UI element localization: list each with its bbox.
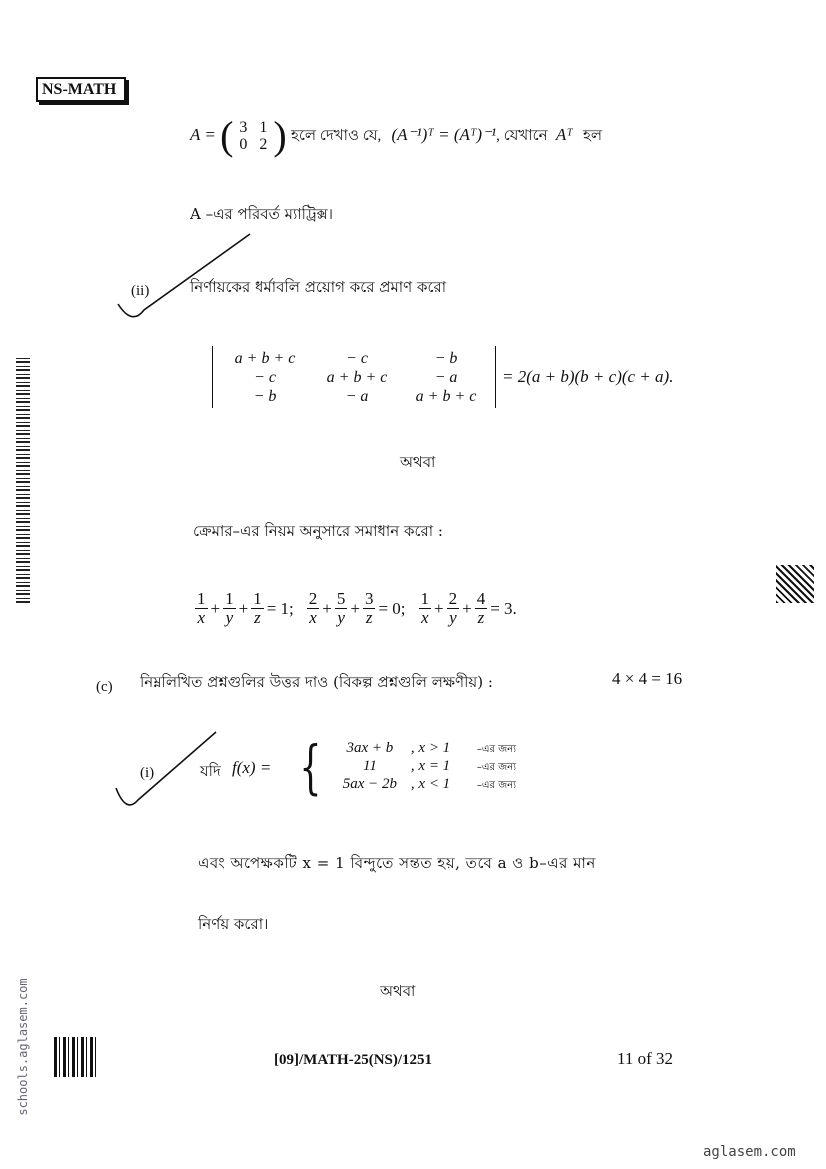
q1-hal: হল — [583, 127, 603, 144]
qr-code-icon — [776, 565, 814, 603]
matrix-cell: 2 — [259, 136, 268, 153]
det-cell: a + b + c — [326, 368, 388, 386]
qi-line1: এবং অপেক্ষকটি x = 1 বিন্দুতে সন্তত হয়, তবে a ও b–এর মান — [198, 854, 596, 872]
bottom-watermark: aglasem.com — [703, 1144, 796, 1160]
fraction: $\frac{5}{y}$ — [336, 589, 346, 627]
side-barcode — [16, 355, 30, 603]
q2-instruction: নির্ণায়কের ধর্মাবলি প্রয়োগ করে প্রমাণ করো — [190, 278, 447, 296]
or-label-2: অথবা — [380, 982, 416, 1000]
fraction: $\frac{1}{y}$ — [225, 589, 234, 627]
fraction: $\frac{1}{z}$ — [253, 589, 262, 627]
matrix-cell: 1 — [259, 119, 268, 136]
case-row: 11 , x = 1 –এর জন্য — [362, 758, 517, 774]
cramer-equations: $\frac{1}{x}$ + $\frac{1}{y}$ + $\frac{1}{z}$ = 1; $\frac{2}{x}$ + $\frac{5}{y}$ + $\frac{3}{z}$ = 0; $\frac{1}{x}$ + $\frac{2}{y}$ + $\frac{4}{z}$ = 3. — [197, 589, 517, 627]
matrix-a: ( 3 1 0 2 ) — [220, 113, 287, 158]
qi-label: (i) — [140, 765, 155, 781]
q1-where: , যেখানে — [496, 127, 548, 144]
section-c-label: (c) — [96, 679, 113, 695]
qr-code-icon — [54, 1037, 98, 1077]
case-row: 3ax + b , x > 1 –এর জন্য — [346, 740, 517, 756]
fraction: $\frac{1}{x}$ — [197, 589, 206, 627]
page-number: 11 of 32 — [617, 1049, 674, 1068]
fraction: $\frac{3}{z}$ — [364, 589, 374, 627]
determinant — [212, 346, 673, 408]
det-cell: − a — [434, 368, 458, 386]
det-rhs: = 2(a + b)(b + c)(c + a). — [502, 367, 674, 386]
fraction: $\frac{2}{y}$ — [448, 589, 458, 627]
q1-identity: (A⁻¹)ᵀ = (Aᵀ)⁻¹ — [391, 124, 497, 144]
or-label-1: অথবা — [400, 453, 436, 471]
det-cell: − c — [346, 349, 368, 367]
footer-code: [09]/MATH-25(NS)/1251 — [274, 1052, 433, 1068]
det-cell: − a — [345, 387, 369, 405]
side-watermark: schools.aglasem.com — [16, 978, 30, 1116]
piecewise-function: { 3ax + b , x > 1 –এর জন্য 11 , x = 1 –এর জন্য 5ax − 2b , x < 1 –এর জন্য — [299, 733, 517, 801]
det-cell: − b — [253, 387, 277, 405]
q1-text: হলে দেখাও যে, — [290, 127, 382, 144]
q1-at: Aᵀ — [555, 124, 573, 144]
q1-line — [190, 113, 603, 158]
fraction: $\frac{4}{z}$ — [476, 589, 486, 627]
fraction: $\frac{2}{x}$ — [308, 589, 318, 627]
paper-code: NS-MATH — [42, 81, 117, 98]
det-cell: − c — [254, 368, 276, 386]
qi-fx: f(x) = — [232, 758, 272, 777]
qi-line2: নির্ণয় করো। — [198, 915, 269, 933]
cramer-instruction: ক্রেমার–এর নিয়ম অনুসারে সমাধান করো : — [193, 522, 443, 540]
det-cell: − b — [434, 349, 458, 367]
paper-code-box — [36, 77, 126, 102]
det-cell: a + b + c — [234, 349, 296, 367]
section-c-text: নিম্নলিখিত প্রশ্নগুলির উত্তর দাও (বিকল্প প্রশ্নগুলি লক্ষণীয়) : — [140, 673, 493, 691]
q2-label: (ii) — [131, 283, 150, 299]
fraction: $\frac{1}{x}$ — [420, 589, 429, 627]
case-row: 5ax − 2b , x < 1 –এর জন্য — [342, 776, 517, 792]
qi-if: যদি — [200, 762, 221, 780]
matrix-cell: 3 — [239, 119, 248, 136]
matrix-cell: 0 — [239, 136, 248, 153]
section-c-marks: 4 × 4 = 16 — [612, 669, 683, 688]
det-cell: a + b + c — [415, 387, 477, 405]
q1-line2: A –এর পরিবর্ত ম্যাট্রিক্স। — [190, 205, 333, 223]
matrix-lhs: A = — [190, 124, 216, 144]
